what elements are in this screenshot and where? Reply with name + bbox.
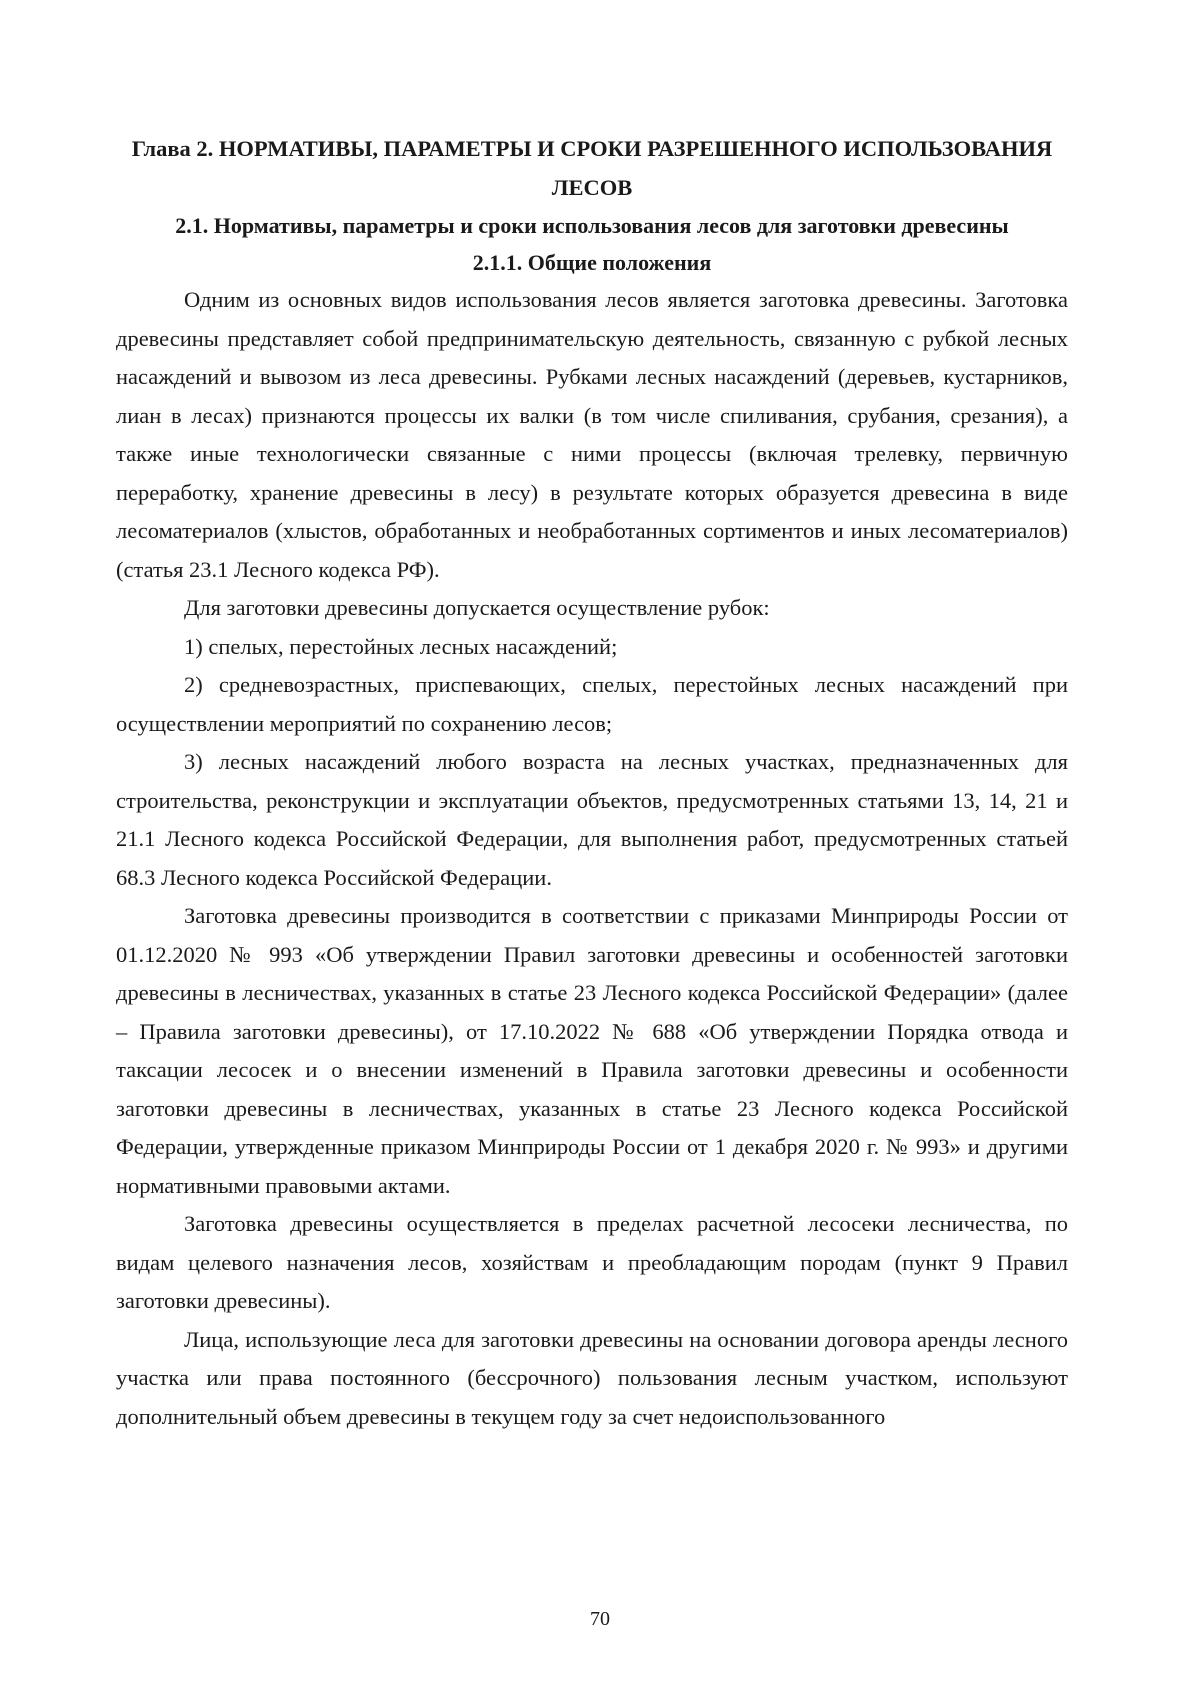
subsection-title: 2.1.1. Общие положения	[472, 250, 712, 275]
list-item-1: 1) спелых, перестойных лесных насаждений;	[184, 633, 618, 659]
list-item-2: 2) средневозрастных, приспевающих, спелых, перестойных лесных насаждений при осуществлении мероприятий по сохранению лесов;	[116, 672, 1068, 736]
page-number: 70	[590, 1608, 610, 1630]
paragraph-regulations: Заготовка древесины производится в соответствии с приказами Минприроды России от 01.12.2020 № 993 «Об утверждении Правил заготовки древесины и особенностей заготовки древесины в лесничествах, указанных в статье 23 Лесного кодекса Российской Федерации» (далее – Правила заготовки древесины), от 17.10.2022 № 688 «Об утверждении Порядка отвода и таксации лесосек и о внесении изменений в Правила заготовки древесины и особенности заготовки древесины в лесничествах, указанных в статье 23 Лесного кодекса Российской Федерации, утвержденные приказом Минприроды России от 1 декабря 2020 г. № 993» и другими нормативными правовыми актами.	[116, 903, 1068, 1198]
chapter-title: Глава 2. НОРМАТИВЫ, ПАРАМЕТРЫ И СРОКИ РАЗРЕШЕННОГО ИСПОЛЬЗОВАНИЯ ЛЕСОВ	[131, 136, 1053, 200]
section-title: 2.1. Нормативы, параметры и сроки использования лесов для заготовки древесины	[175, 213, 1009, 238]
paragraph-lease-users: Лица, использующие леса для заготовки древесины на основании договора аренды лесного участка или права постоянного (бессрочного) пользования лесным участком, используют дополнительный объем древесины в текущем году за счет недоиспользованного	[116, 1326, 1068, 1429]
list-item-3: 3) лесных насаждений любого возраста на лесных участках, предназначенных для строительства, реконструкции и эксплуатации объектов, предусмотренных статьями 13, 14, 21 и 21.1 Лесного кодекса Российской Федерации, для выполнения работ, предусмотренных статьей 68.3 Лесного кодекса Российской Федерации.	[116, 749, 1068, 890]
paragraph-intro: Одним из основных видов использования лесов является заготовка древесины. Заготовка древесины представляет собой предпринимательскую деятельность, связанную с рубкой лесных насаждений и вывозом из леса древесины. Рубками лесных насаждений (деревьев, кустарников, лиан в лесах) признаются процессы их валки (в том числе спиливания, срубания, срезания), а также иные технологически связанные с ними процессы (включая трелевку, первичную переработку, хранение древесины в лесу) в результате которых образуется древесина в виде лесоматериалов (хлыстов, обработанных и необработанных сортиментов и иных лесоматериалов) (статья 23.1 Лесного кодекса РФ).	[116, 287, 1068, 582]
paragraph-allowable-cut: Заготовка древесины осуществляется в пределах расчетной лесосеки лесничества, по видам целевого назначения лесов, хозяйствам и преобладающим породам (пункт 9 Правил заготовки древесины).	[116, 1211, 1068, 1313]
page-content	[116, 130, 1068, 1436]
paragraph-cuttings-allowed: Для заготовки древесины допускается осуществление рубок:	[184, 595, 770, 620]
